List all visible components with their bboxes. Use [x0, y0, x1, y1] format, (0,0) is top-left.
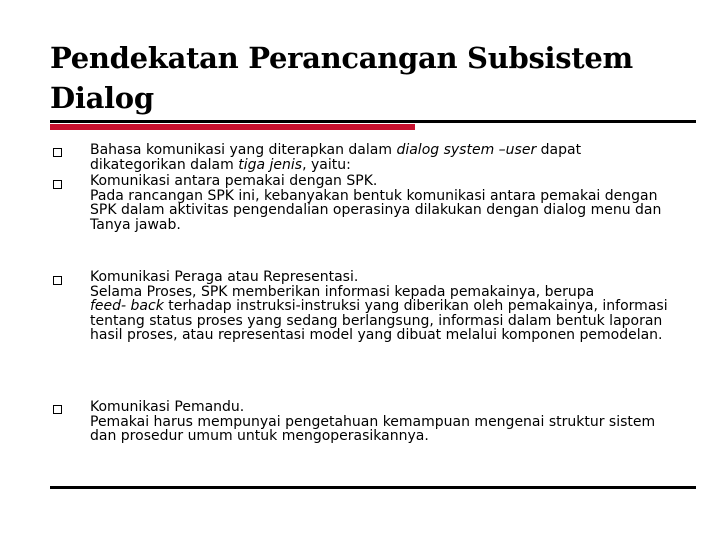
- item-body: Pemakai harus mempunyai pengetahuan kemampuan mengenai struktur sistem dan prosedur umum untuk mengoperasikannya.: [90, 413, 656, 445]
- slide-title: Pendekatan Perancangan Subsistem Dialog: [50, 41, 633, 115]
- bullet-square-icon: [53, 405, 62, 414]
- item-komunikasi-pemakai: [90, 174, 680, 232]
- item-heading: Komunikasi Peraga atau Representasi.: [90, 269, 359, 285]
- item-body: Pada rancangan SPK ini, kebanyakan bentuk komunikasi antara pemakai dengan SPK dalam aktivitas pengendalian operasinya dilakukan dengan dialog menu dan Tanya jawab.: [90, 187, 662, 233]
- item-body: Selama Proses, SPK memberikan informasi kepada pemakainya, berupa feed- back terhadap instruksi-instruksi yang diberikan oleh pemakainya, informasi tentang status proses yang sedang berlangsung, informasi dalam bentuk laporan hasil proses, atau representasi model yang dibuat melalui komponen pemodelan.: [90, 283, 668, 344]
- footer-divider: [50, 486, 696, 489]
- item-intro-line1: Bahasa komunikasi yang diterapkan dalam dialog system –user dapat: [90, 142, 582, 158]
- bullet-square-icon: [53, 180, 62, 189]
- item-heading: Komunikasi antara pemakai dengan SPK.: [90, 173, 378, 189]
- bullet-square-icon: [53, 276, 62, 285]
- bullet-square-icon: [53, 148, 62, 157]
- title-accent-bar: [50, 124, 415, 130]
- title-divider: [50, 120, 696, 123]
- item-intro: [90, 143, 680, 172]
- item-intro-line2: dikategorikan dalam tiga jenis, yaitu:: [90, 156, 351, 173]
- item-heading: Komunikasi Pemandu.: [90, 399, 245, 415]
- item-komunikasi-peraga: [90, 270, 680, 343]
- item-komunikasi-pemandu: [90, 400, 680, 444]
